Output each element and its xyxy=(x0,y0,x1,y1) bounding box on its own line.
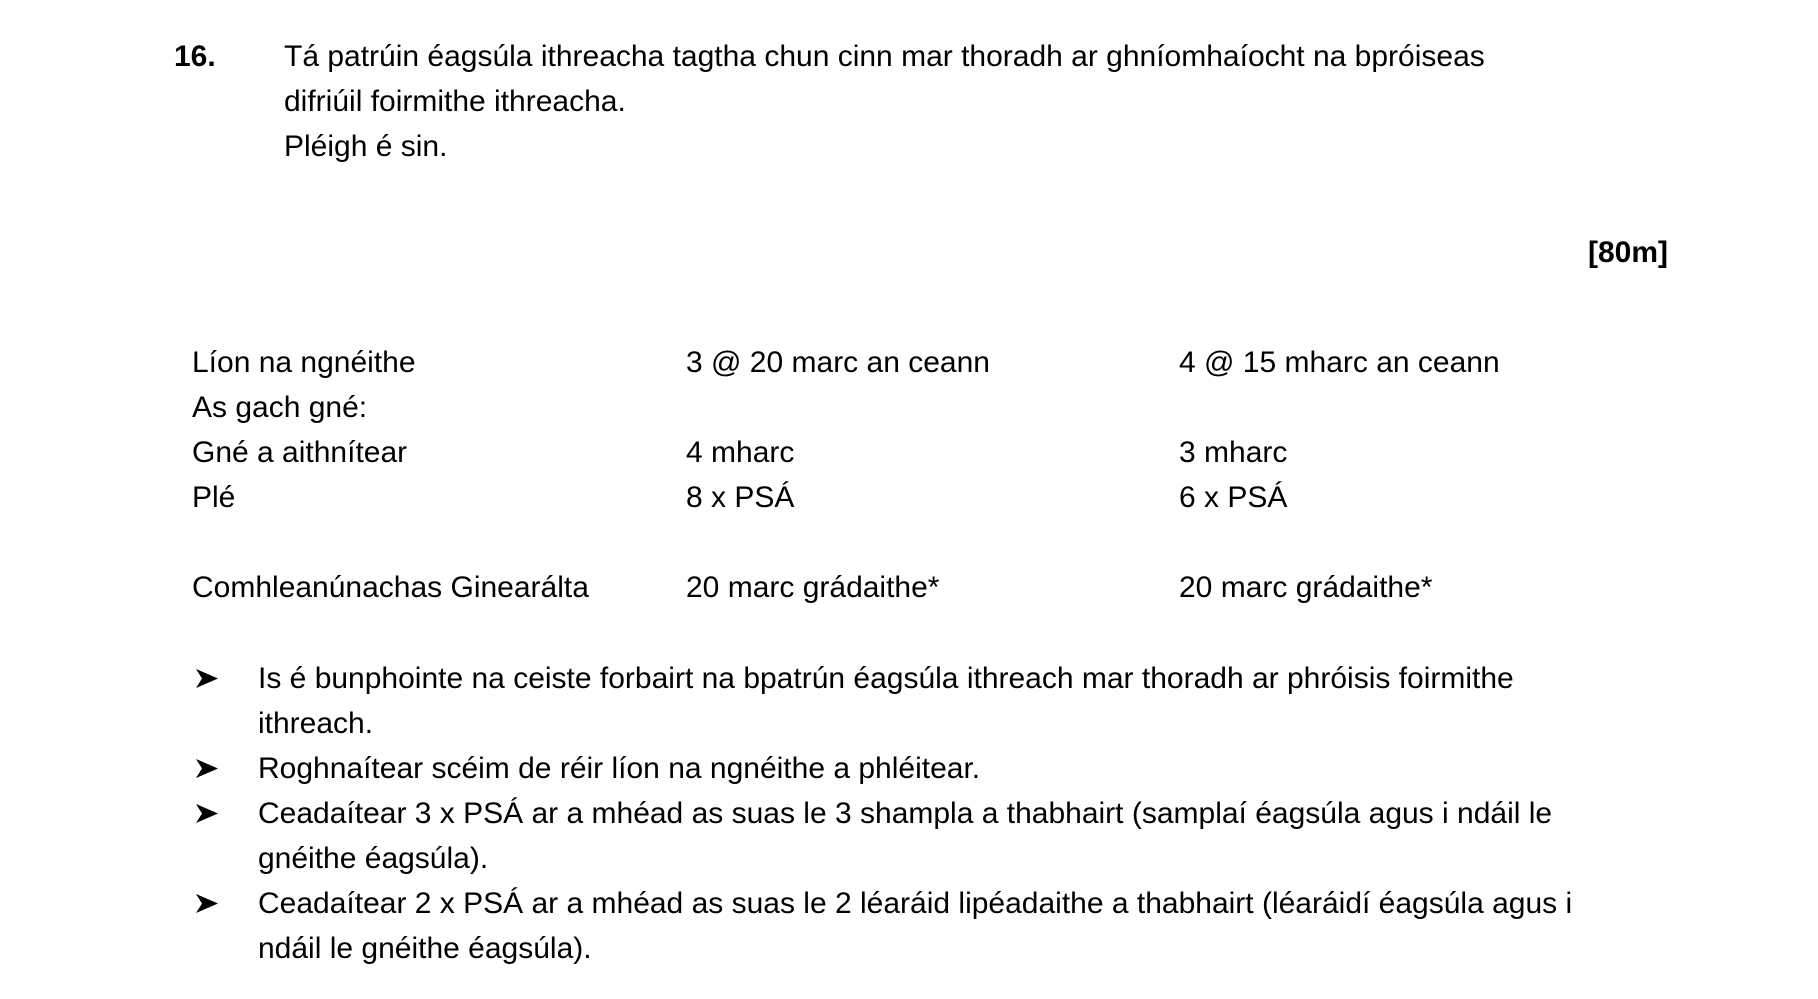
scheme-label: Gné a aithnítear xyxy=(192,436,408,469)
scheme-value-option-1: 20 marc grádaithe* xyxy=(686,571,940,604)
note-text: Ceadaítear 2 x PSÁ ar a mhéad as suas le 2 léaráid lipéadaithe a thabhairt (léaráidí éagsúla agus i ndáil le gnéithe éagsúla). xyxy=(258,887,1573,965)
scheme-label: As gach gné: xyxy=(192,391,368,424)
note-item xyxy=(192,791,1632,881)
note-item xyxy=(192,656,1632,746)
arrow-bullet-icon xyxy=(192,791,222,836)
total-marks: [80m] xyxy=(1587,236,1668,269)
scheme-label: Plé xyxy=(192,481,236,514)
note-text: Ceadaítear 3 x PSÁ ar a mhéad as suas le 3 shampla a thabhairt (samplaí éagsúla agus i ndáil le gnéithe éagsúla). xyxy=(258,797,1553,875)
question-line: Pléigh é sin. xyxy=(284,130,448,163)
question-line: difriúil foirmithe ithreacha. xyxy=(284,85,626,118)
scheme-value-option-2: 6 x PSÁ xyxy=(1179,481,1288,514)
note-text: Is é bunphointe na ceiste forbairt na bpatrún éagsúla ithreach mar thoradh ar phróisis foirmithe ithreach. xyxy=(258,662,1514,740)
scheme-value-option-2: 4 @ 15 mharc an ceann xyxy=(1179,346,1500,379)
scheme-value-option-1: 3 @ 20 marc an ceann xyxy=(686,346,990,379)
marking-notes xyxy=(192,656,1632,971)
question-number: 16. xyxy=(174,40,216,73)
arrow-bullet-icon xyxy=(192,881,222,926)
scheme-value-option-1: 8 x PSÁ xyxy=(686,481,795,514)
note-text: Roghnaítear scéim de réir líon na ngnéithe a phléitear. xyxy=(258,752,981,785)
note-item xyxy=(192,746,1632,791)
question-text xyxy=(284,34,1704,169)
arrow-bullet-icon xyxy=(192,746,222,791)
note-item xyxy=(192,881,1632,971)
scheme-value-option-2: 20 marc grádaithe* xyxy=(1179,571,1433,604)
scheme-label: Comhleanúnachas Ginearálta xyxy=(192,571,589,604)
scheme-value-option-2: 3 mharc xyxy=(1179,436,1288,469)
scheme-label: Líon na ngnéithe xyxy=(192,346,416,379)
question-line: Tá patrúin éagsúla ithreacha tagtha chun cinn mar thoradh ar ghníomhaíocht na bpróiseas xyxy=(284,40,1485,73)
arrow-bullet-icon xyxy=(192,656,222,701)
scheme-value-option-1: 4 mharc xyxy=(686,436,795,469)
